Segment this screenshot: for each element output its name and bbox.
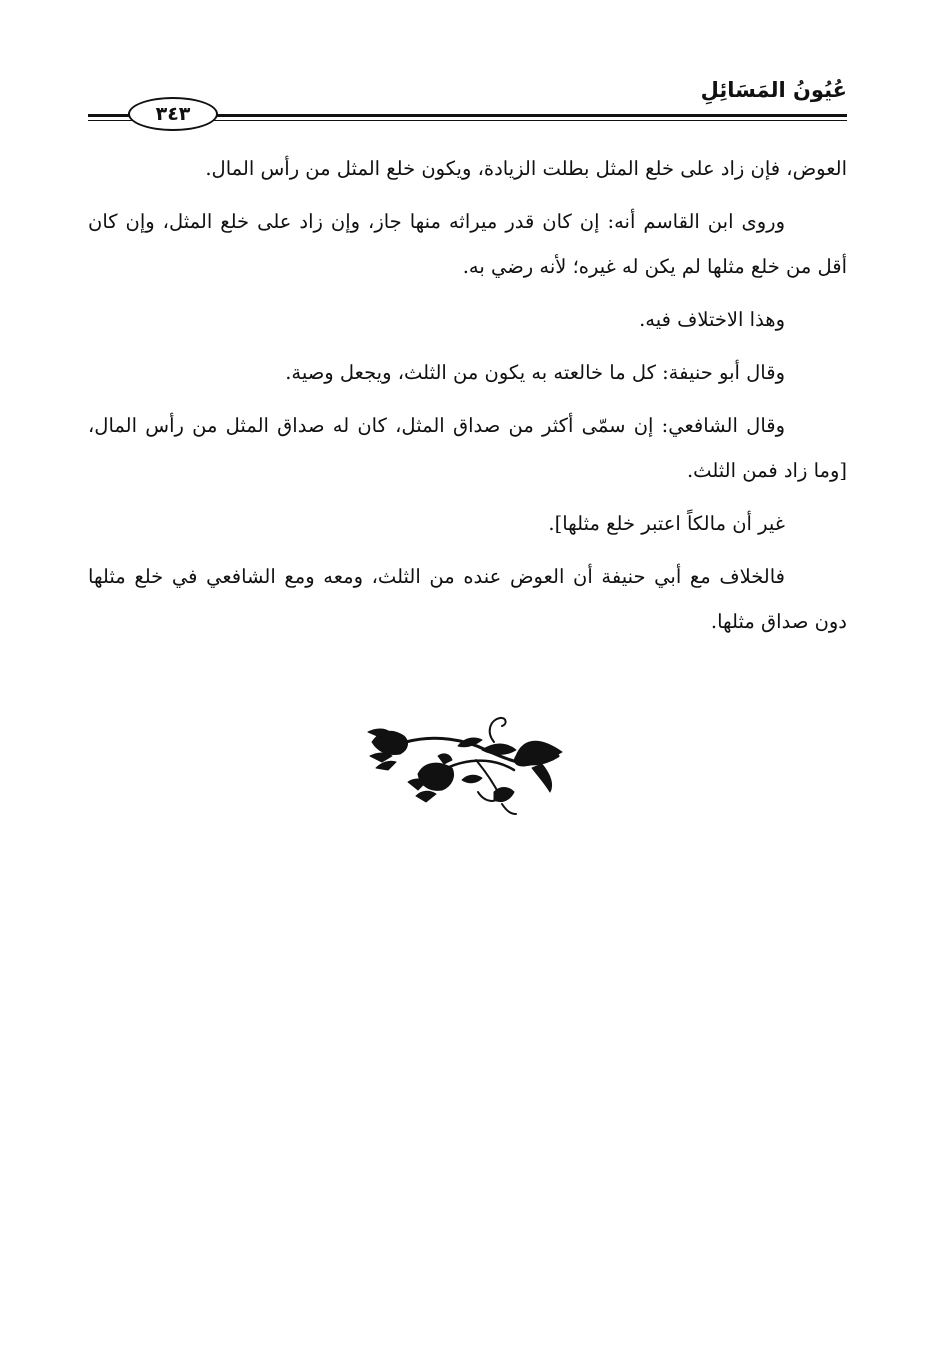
paragraph: غير أن مالكاً اعتبر خلع مثلها]. [548,512,785,535]
page-body [88,146,847,652]
paragraph: وروى ابن القاسم أنه: إن كان قدر ميراثه منها جاز، وإن زاد على خلع المثل، وإن كان أقل من خلع مثلها لم يكن له غيره؛ لأنه رضي به. [88,210,847,278]
paragraph: العوض، فإن زاد على خلع المثل بطلت الزيادة، ويكون خلع المثل من رأس المال. [205,157,847,180]
paragraph: فالخلاف مع أبي حنيفة أن العوض عنده من الثلث، ومعه ومع الشافعي في خلع مثلها دون صداق مثلها. [88,565,847,633]
page-number-badge: ٣٤٣ [128,97,218,131]
page-header [88,70,847,130]
paragraph: وقال الشافعي: إن سمّى أكثر من صداق المثل، كان له صداق المثل من رأس المال، [وما زاد فمن الثلث. [88,414,847,482]
paragraph: وقال أبو حنيفة: كل ما خالعته به يكون من الثلث، ويجعل وصية. [285,361,785,384]
book-title: عُيُونُ المَسَائِلِ [700,78,847,102]
floral-tulip-ornament-icon [366,712,570,818]
paragraph: وهذا الاختلاف فيه. [639,308,785,331]
